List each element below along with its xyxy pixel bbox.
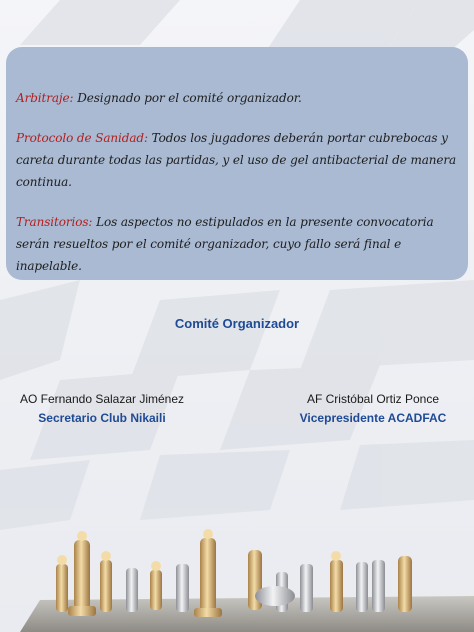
paragraph-label: Arbitraje: — [16, 91, 74, 105]
signer-role: Vicepresidente ACADFAC — [299, 411, 447, 425]
paragraph-label: Protocolo de Sanidad: — [16, 131, 148, 145]
paragraph-transitorios — [16, 211, 458, 277]
rules-panel — [6, 47, 468, 280]
signer-role: Secretario Club Nikaili — [38, 411, 166, 425]
signer-name: AO Fernando Salazar Jiménez — [19, 392, 185, 406]
signature-left — [12, 390, 192, 428]
signer-name: AF Cristóbal Ortiz Ponce — [306, 392, 440, 406]
signature-right — [282, 390, 464, 428]
paragraph-text: Designado por el comité organizador. — [73, 91, 302, 105]
chess-pieces-illustration — [0, 520, 474, 632]
committee-title: Comité Organizador — [174, 316, 300, 331]
paragraph-label: Transitorios: — [16, 215, 93, 229]
paragraph-protocolo-sanidad — [16, 127, 458, 193]
paragraph-text: Todos los jugadores deberán portar cubrebocas y careta durante todas las partidas, y el uso de gel antibacterial de manera continua. — [16, 131, 457, 189]
paragraph-arbitraje — [16, 87, 458, 109]
paragraph-text: Los aspectos no estipulados en la presente convocatoria serán resueltos por el comité organizador, cuyo fallo será final e inapelable. — [16, 215, 434, 273]
